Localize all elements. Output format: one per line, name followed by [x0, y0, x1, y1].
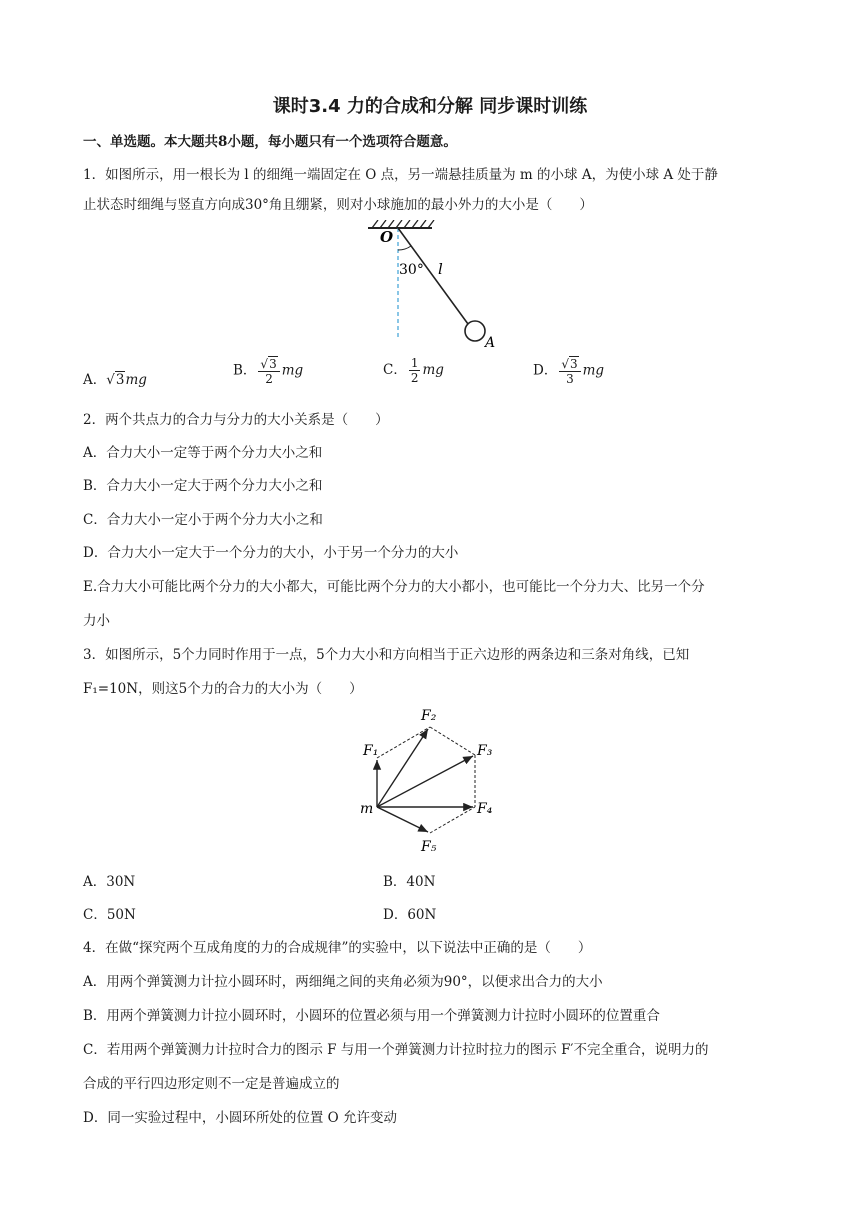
q4-option-a[interactable]: A．用两个弹簧测力计拉小圆环时，两细绳之间的夹角必须为90°，以便求出合力的大小: [83, 974, 603, 990]
q4-option-c-line1[interactable]: C．若用两个弹簧测力计拉时合力的图示 F 与用一个弹簧测力计拉时拉力的图示 F′不完全重合，说明力的: [83, 1042, 709, 1058]
q3-option-b[interactable]: B．40N: [383, 874, 436, 890]
q3-label-f3: F₃: [477, 743, 493, 759]
q1-option-c[interactable]: C． $\frac{1}{2}$ mg: [383, 356, 444, 385]
q3-option-c[interactable]: C．50N: [83, 907, 136, 923]
q1-option-b[interactable]: B． $\frac{√3}{2}$ mg: [233, 357, 304, 386]
q3-option-a[interactable]: A．30N: [83, 874, 136, 890]
q1-option-d[interactable]: D． $\frac{√3}{3}$ mg: [533, 357, 605, 386]
q3-label-f2: F₂: [421, 708, 437, 724]
q1-stem-line1: 1．如图所示，用一根长为 l 的细绳一端固定在 O 点，另一端悬挂质量为 m 的小球 A，为使小球 A 处于静: [83, 167, 718, 183]
q3-stem-line2: F₁=10N，则这5个力的合力的大小为（ ）: [83, 681, 363, 697]
q3-stem-line1: 3．如图所示，5个力同时作用于一点，5个力大小和方向相当于正六边形的两条边和三条对角线，已知: [83, 647, 690, 663]
q3-label-m: m: [360, 801, 374, 817]
q4-option-d[interactable]: D．同一实验过程中，小圆环所处的位置 O 允许变动: [83, 1110, 397, 1126]
q3-hexagon-figure: [355, 705, 505, 857]
q4-option-c-line2: 合成的平行四边形定则不一定是普遍成立的: [83, 1076, 340, 1092]
q2-option-c[interactable]: C．合力大小一定小于两个分力大小之和: [83, 512, 323, 528]
q2-option-e-line2: 力小: [83, 613, 110, 629]
q3-label-f5: F₅: [421, 839, 437, 855]
q3-label-f1: F₁: [363, 743, 379, 759]
q2-option-a[interactable]: A．合力大小一定等于两个分力大小之和: [83, 445, 323, 461]
section-heading: 一、单选题。本大题共8小题，每小题只有一个选项符合题意。: [83, 134, 457, 150]
q4-option-b[interactable]: B．用两个弹簧测力计拉小圆环时，小圆环的位置必须与用一个弹簧测力计拉时小圆环的位置重合: [83, 1008, 660, 1024]
q3-label-f4: F₄: [477, 801, 493, 817]
q1-label-ball: A: [485, 335, 496, 350]
q1-option-a[interactable]: A．√3mg: [83, 372, 147, 388]
q1-label-length: l: [438, 260, 443, 278]
q2-option-b[interactable]: B．合力大小一定大于两个分力大小之和: [83, 478, 323, 494]
q1-stem-line2: 止状态时细绳与竖直方向成30°角且绷紧，则对小球施加的最小外力的大小是（ ）: [83, 197, 593, 213]
q3-option-d[interactable]: D．60N: [383, 907, 437, 923]
q1-label-angle: 30°: [399, 262, 424, 278]
q4-stem: 4．在做“探究两个互成角度的力的合成规律”的实验中，以下说法中正确的是（ ）: [83, 940, 592, 956]
q2-option-d[interactable]: D．合力大小一定大于一个分力的大小，小于另一个分力的大小: [83, 545, 459, 561]
q2-stem: 2．两个共点力的合力与分力的大小关系是（ ）: [83, 412, 389, 428]
q2-option-e-line1[interactable]: E.合力大小可能比两个分力的大小都大，可能比两个分力的大小都小，也可能比一个分力大、比另一个分: [83, 579, 705, 595]
q1-pendulum-figure: [360, 220, 510, 350]
q1-label-o: O: [380, 228, 394, 246]
page-title: 课时3.4 力的合成和分解 同步课时训练: [272, 96, 588, 117]
